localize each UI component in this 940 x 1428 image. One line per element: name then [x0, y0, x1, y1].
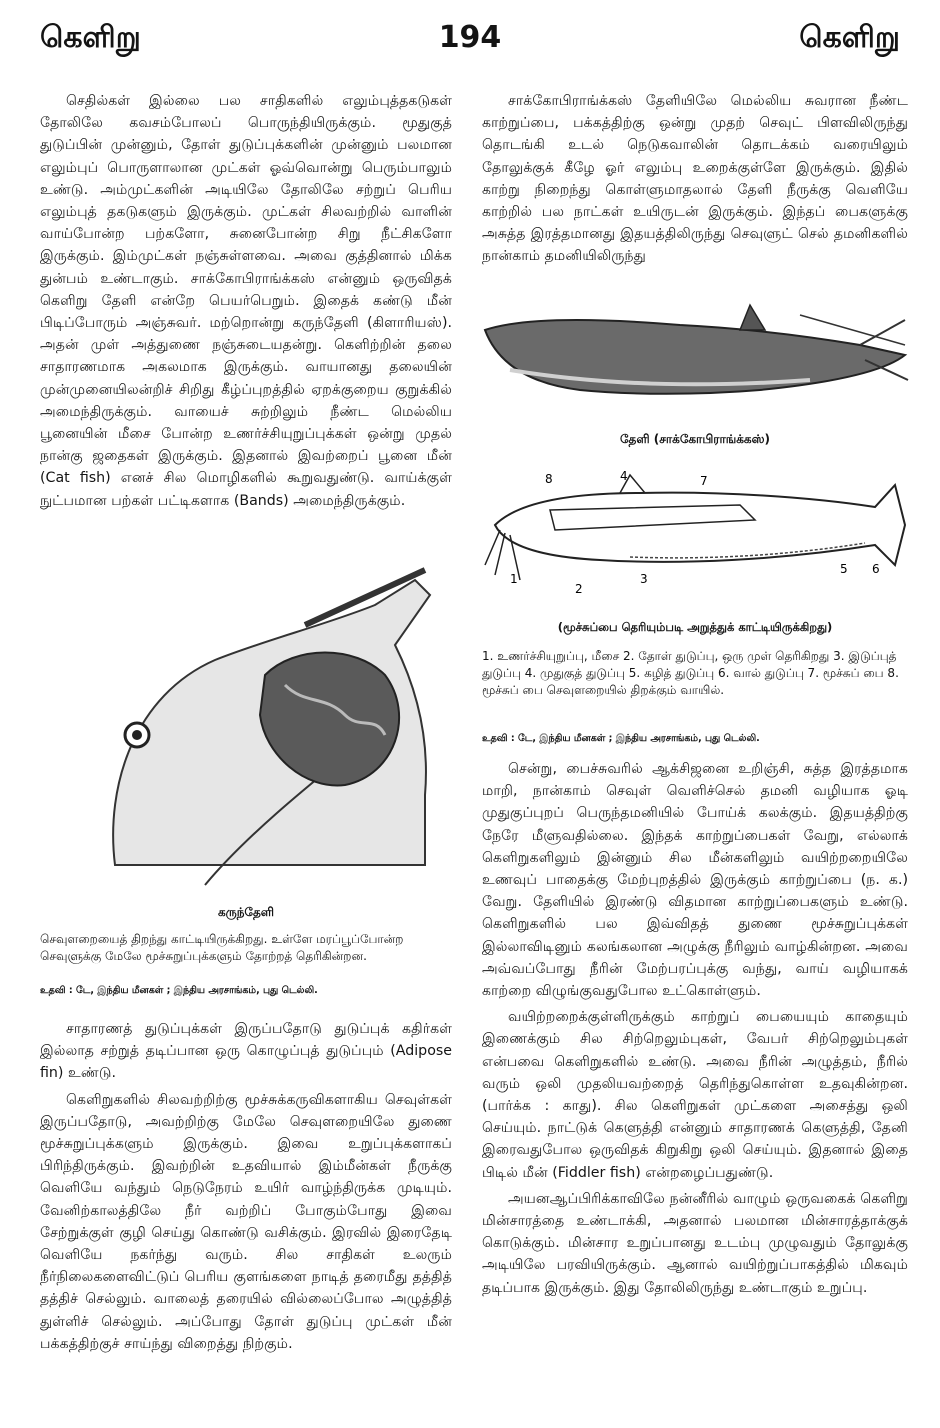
- right-figure-2-credit: உதவி : டே, இந்திய மீனகள் ; இந்திய அரசாங்கம், புது டெல்லி.: [482, 733, 760, 744]
- diagram-label-3: 3: [640, 572, 648, 586]
- left-figure-note: செவுளறையைத் திறந்து காட்டியிருக்கிறது. உள்ளே மரப்பூப்போன்ற செவுளுக்கு மேலே மூச்சுறுப்புக்களும் தோற்றத் தெரிகின்றன.: [40, 932, 404, 963]
- right-figure-2-caption: (மூச்சுப்பை தெரியும்படி அறுத்துக் காட்டியிருக்கிறது): [557, 620, 833, 634]
- left-column-bottom: [40, 1018, 452, 1359]
- figure-teli-fish: [480, 300, 910, 425]
- figure-karunteli-head: [95, 565, 435, 895]
- page-number: 194: [438, 20, 502, 55]
- right-paragraph-1: சாக்கோபிராங்க்கஸ் தேளியிலே மெல்லிய சுவரான நீண்ட காற்றுப்பை, பக்கத்திற்கு ஒன்று முதற் செவுட் பிளவிலிருந்து தொடங்கி உடல் நெடுகவாலின் தொடக்கம் வரையிலும் தோலுக்குக் கீழே ஓர் எலும்பு உறைக்குள்ளே இருக்கும். இதில் காற்று நிறைந்து கொள்ளுமாதலால் தேளி நீருக்கு வெளியே காற்றில் பல நாட்கள் உயிருடன் இருக்கும். இந்தப் பைகளுக்கு அசுத்த இரத்தமானது இதயத்திலிருந்து செவுளுட் செல் தமனிகளில் நான்காம் தமனியிலிருந்து: [482, 93, 908, 265]
- diagram-label-2: 2: [575, 582, 583, 596]
- diagram-label-1: 1: [510, 572, 518, 586]
- right-column-top: [482, 90, 908, 272]
- left-figure-caption: கருந்தேளி: [217, 905, 275, 919]
- left-figure-credit: உதவி : டே, இந்திய மீனகள் ; இந்திய அரசாங்கம், புது டெல்லி.: [40, 985, 318, 996]
- figure-air-sac-diagram: [480, 465, 910, 605]
- left-paragraph-1: செதில்கள் இல்லை பல சாதிகளில் எலும்புத்தகடுகள் தோலிலே கவசம்போலப் பொருந்தியிருக்கும். மூதுகுத் துடுப்பின் முன்னும், தோள் துடுப்புக்களின் முன்னும் பலமான எலும்புப் பொருளாலான முட்கள் ஓவ்வொன்று பெரும்பாலும் உண்டு. அம்முட்களின் அடியிலே தோலிலே சற்றுப் பெரிய எலும்புத் தகடுகளும் இருக்கும். முட்கள் சிலவற்றில் வாளின் வாய்போன்ற பற்களோ, சுனைபோன்ற சிறு நீட்சிகளோ இருக்கும். இம்முட்கள் நஞ்சுள்ளவை. அவை குத்தினால் மிக்க துன்பம் உண்டாகும். சாக்கோபிராங்க்கஸ் என்னும் ஒருவிதக் கெளிறு தேளி என்றே பெயர்பெறும். இதைக் கண்டு மீன் பிடிப்போரும் அஞ்சுவர். மற்றொன்று கருந்தேளி (கிளாரியஸ்). அதன் முள் அத்துணை நஞ்சுடையதன்று. கெளிற்றின் தலை சாதாரணமாக அகலமாக இருக்கும். வாயானது தலையின் முன்முனையிலன்றிச் சிறிது கீழ்ப்புறத்தில் ஏறக்குறைய குறுக்கில் அமைந்திருக்கும். வாயைச் சுற்றிலும் நீண்ட மெல்லிய பூனையின் மீசை போன்ற உணர்ச்சியுறுப்புக்கள் ஒன்று முதல் நான்கு ஜதைகள் இருக்கும். இதனால் இவற்றைப் பூனை மீன் (Cat fish) எனச் சில மொழிகளில் கூறுவதுண்டு. வாய்க்குள் நுட்பமான பற்கள் பட்டிகளாக (Bands) அமைந்திருக்கும்.: [40, 93, 452, 509]
- diagram-label-4: 4: [620, 469, 628, 483]
- right-paragraph-3: வயிற்றறைக்குள்ளிருக்கும் காற்றுப் பையையும் காதையும் இணைக்கும் சில சிற்றெலும்புகள், வேபர் சிற்றெலும்புகள் என்பவை கெளிறுகளில் உண்டு. அவை நீரின் அழுத்தம், நீரில் வரும் ஒலி முதலியவற்றைத் தெரிந்துகொள்ள உதவுகின்றன. (பார்க்க : காது). சில கெளிறுகள் முட்களை அசைத்து ஒலி செய்யும். நாட்டுக் கெளுத்தி என்னும் சாதாரணக் கெளுத்தி, தேனி இரைவதுபோல ஒருவிதக் கிறுகிறு ஒலி செய்யும். இதனால் இதை பிடில் மீன் (Fiddler fish) என்றழைப்பதுண்டு.: [482, 1009, 908, 1181]
- running-head-left: கெளிறு: [40, 20, 141, 55]
- diagram-label-8: 8: [545, 472, 553, 486]
- diagram-label-6: 6: [872, 562, 880, 576]
- right-figure-2-legend: 1. உணர்ச்சியுறுப்பு, மீசை 2. தோள் துடுப்பு, ஒரு முள் தெரிகிறது 3. இடுப்புத் துடுப்பு 4. முதுகுத் துடுப்பு 5. கழித் துடுப்பு 6. வால் துடுப்பு 7. மூச்சுப் பை 8. மூச்சுப் பை செவுளறையில் திறக்கும் வாயில்.: [482, 649, 899, 697]
- right-paragraph-2: சென்று, பைச்சுவரில் ஆக்சிஜனை உறிஞ்சி, சுத்த இரத்தமாக மாறி, நான்காம் செவுள் வெளிச்செல் தமனி வழியாக ஓடி முதுகுப்புறப் பெருந்தமனியில் போய்க் கலக்கும். இதயத்திற்கு நேரே மீளுவதில்லை. இந்தக் காற்றுப்பைகள் வேறு, எல்லாக் கெளிறுகளிலும் இன்னும் சில மீன்களிலும் வயிற்றறையிலே உணவுப் பாதைக்கு மேற்புறத்தில் இருக்கும் காற்றுப்பை (ந. க.) வேறு. தேளியில் இரண்டு விதமான காற்றுப்பைகளும் உண்டு. கெளிறுகளில் பல இவ்விதத் துணை மூச்சுறுப்புக்கள் இல்லாவிடினும் கலங்கலான அழுக்கு நீரிலும் வாழ்கின்றன. அவை அவ்வப்போது நீரின் மேற்பரப்புக்கு வந்து, வாய் வழியாகக் காற்றை விழுங்குவதுபோல உட்கொள்ளும்.: [482, 761, 908, 1000]
- left-column-top: [40, 90, 452, 516]
- right-paragraph-4: அயனஆப்பிரிக்காவிலே நன்னீரில் வாழும் ஒருவகைக் கெளிறு மின்சாரத்தை உண்டாக்கி, அதனால் பலமான மின்சாரத்தாக்குக் கொடுக்கும். மின்சார உறுப்பானது உடம்பு முழுவதும் தோலுக்கு அடியிலே பரவியிருக்கும். ஆனால் வயிற்றுப்பாகத்தில் மிகவும் தடிப்பாக இருக்கும். இது தோலிலிருந்து உண்டாகும் உறுப்பு.: [482, 1190, 908, 1296]
- right-figure-1-caption: தேளி (சாக்கோபிராங்க்கஸ்): [620, 432, 770, 446]
- diagram-label-5: 5: [840, 562, 848, 576]
- left-paragraph-3: கெளிறுகளில் சிலவற்றிற்கு மூச்சுக்கருவிகளாகிய செவுள்கள் இருப்பதோடு, அவற்றிற்கு மேலே செவுளறையிலே துணை மூச்சுறுப்புக்களும் இருக்கும். இவை உறுப்புக்களாகப் பிரிந்திருக்கும். இவற்றின் உதவியால் இம்மீன்கள் நீருக்கு வெளியே வந்தும் நெடுநேரம் உயிர் வாழ்ந்திருக்க முடியும். வேனிற்காலத்திலே நீர் வற்றிப் போகும்போது இவை சேற்றுக்குள் குழி செய்து கொண்டு வசிக்கும். இரவில் இரைதேடி வெளியே நகர்ந்து வரும். சில சாதிகள் உலரும் நீர்நிலைகளைவிட்டுப் பெரிய குளங்களை நாடித் தரைமீது தத்தித் தத்திச் செல்லும். வாலைத் தரையில் வில்லைப்போல அழுத்தித் துள்ளிச் செல்லும். அப்போது தோள் துடுப்பு முட்கள் மீன் பக்கத்திற்குச் சாய்ந்து விறைத்து நிற்கும்.: [40, 1091, 452, 1352]
- running-head-right: கெளிறு: [799, 20, 900, 55]
- right-column-bottom: [482, 758, 908, 1303]
- left-paragraph-2: சாதாரணத் துடுப்புக்கள் இருப்பதோடு துடுப்புக் கதிர்கள் இல்லாத சற்றுத் தடிப்பான ஒரு கொழுப்புத் துடுப்பும் (Adipose fin) உண்டு.: [40, 1021, 452, 1082]
- diagram-body-outline: [495, 485, 905, 565]
- diagram-label-7: 7: [700, 474, 708, 488]
- fish-pupil: [132, 730, 142, 740]
- dorsal-fin: [740, 305, 765, 330]
